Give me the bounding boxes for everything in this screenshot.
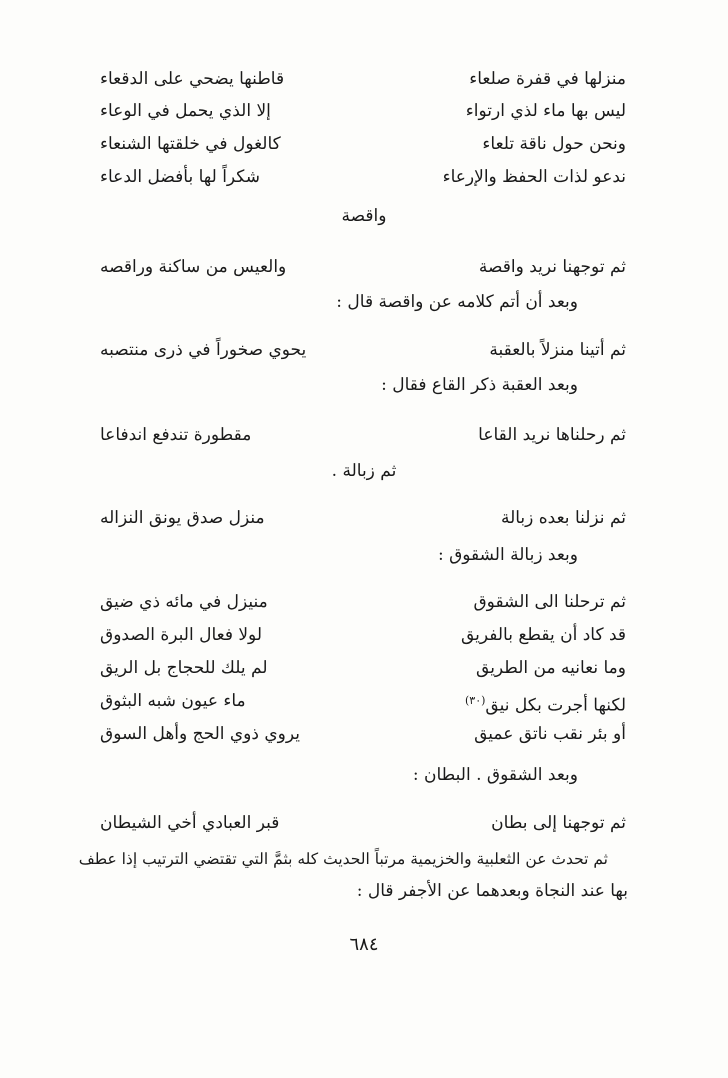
verse-line [100,651,626,685]
verse-second-hemistich: لم يلك للحجاج بل الريق [100,658,268,678]
verse-first-hemistich: ثم توجهنا إلى بطان [491,813,626,833]
verse-second-hemistich: لولا فعال البرة الصدوق [100,625,263,645]
verse-second-hemistich: شكراً لها بأفضل الدعاء [100,167,260,187]
prose-line: وبعد العقبة ذكر القاع فقال : [381,375,578,395]
verse-line [100,717,626,751]
verse-first-hemistich: ثم أتينا منزلاً بالعقبة [489,340,626,360]
prose-line: ثم تحدث عن الثعلبية والخزيمية مرتباً الحديث كله بثمَّ التي تقتضي الترتيب إذا عطف [78,850,608,868]
verse-second-hemistich: مقطورة تندفع اندفاعا [100,425,252,445]
verse-first-hemistich: منزلها في قفرة صلعاء [469,69,626,89]
verse-second-hemistich: والعيس من ساكنة وراقصه [100,257,287,277]
verse-second-hemistich: قاطنها يضحي على الدقعاء [100,69,285,89]
verse-line [100,418,626,452]
prose-line: وبعد أن أتم كلامه عن واقصة قال : [336,292,578,312]
verse-second-hemistich: ماء عيون شبه البثوق [100,691,246,711]
prose-line: وبعد الشقوق . البطان : [412,765,578,785]
verse-first-hemistich: ثم نزلنا بعده زبالة [500,508,626,528]
section-heading: واقصة [341,206,387,226]
verse-second-hemistich: منزل صدق يونق النزاله [100,508,265,528]
verse-first-hemistich: وما نعانيه من الطريق [476,658,626,678]
verse-first-hemistich: ثم رحلناها نريد القاعا [478,425,626,445]
verse-first-hemistich: ونحن حول ناقة تلعاء [482,134,626,154]
prose-line: بها عند النجاة وبعدهما عن الأجفر قال : [356,881,628,901]
place-name-line: ثم زبالة . [331,461,397,481]
footnote-marker: (٣٠) [465,694,486,707]
verse-first-hemistich: أو بئر نقب ناتق عميق [474,724,626,744]
verse-second-hemistich: إلا الذي يحمل في الوعاء [100,101,271,121]
verse-line [100,127,626,161]
verse-first-hemistich: ثم توجهنا نريد واقصة [478,257,626,277]
verse-second-hemistich: منيزل في مائه ذي ضيق [100,592,268,612]
verse-first-hemistich: ثم ترحلنا الى الشقوق [473,592,626,612]
verse-line [100,333,626,367]
verse-first-hemistich: قد كاد أن يقطع بالفريق [460,625,626,645]
verse-line [100,62,626,96]
page-number: ٦٨٤ [349,934,379,955]
verse-line [100,250,626,284]
verse-text: لكنها أجرت بكل نيق [485,695,626,716]
verse-second-hemistich: يروي ذوي الحج وأهل السوق [100,724,300,744]
verse-second-hemistich: قبر العبادي أخي الشيطان [100,813,280,833]
verse-first-hemistich: ليس بها ماء لذي ارتواء [465,101,626,121]
verse-line [100,684,626,718]
verse-second-hemistich: كالغول في خلقتها الشنعاء [100,134,281,154]
verse-line [100,618,626,652]
verse-first-hemistich: ندعو لذات الحفظ والإرعاء [442,167,626,187]
prose-line: وبعد زبالة الشقوق : [437,545,578,565]
verse-line [100,160,626,194]
verse-line [100,585,626,619]
verse-line [100,501,626,535]
verse-line [100,94,626,128]
verse-second-hemistich: يحوي صخوراً في ذرى منتصبه [100,340,307,360]
verse-line [100,806,626,840]
